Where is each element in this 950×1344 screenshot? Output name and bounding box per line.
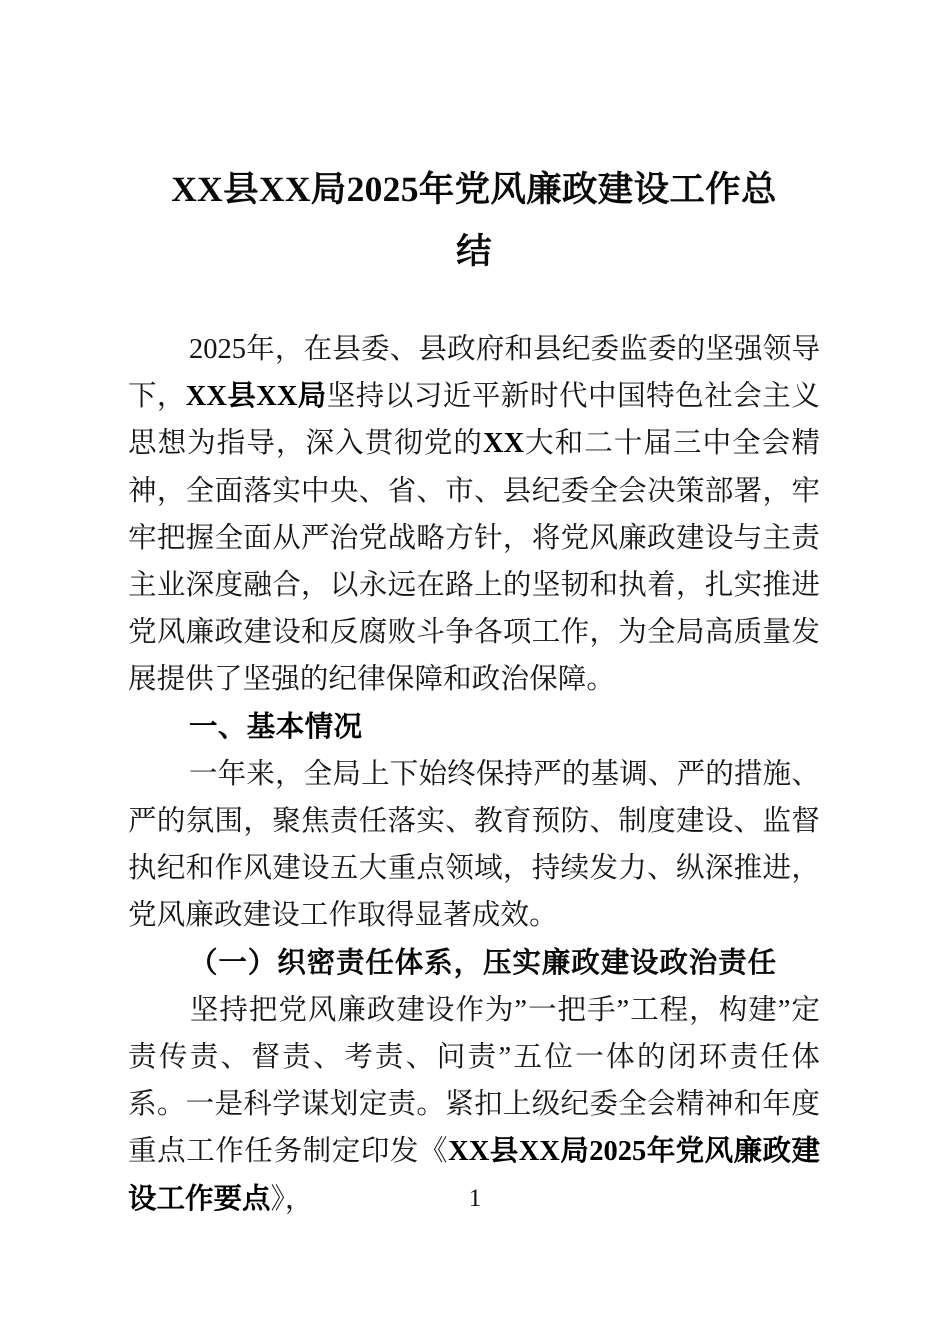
- heading-level-2-responsibility-system: [128, 940, 820, 987]
- page-title-line-1: XX县XX局2025年党风廉政建设工作总: [171, 169, 777, 209]
- paragraph-intro-bold-org-1: XX县XX局: [185, 381, 327, 413]
- paragraph-responsibility-segment-3: 》，: [270, 1183, 314, 1215]
- page-title: [128, 0, 820, 282]
- page-title-line-2: 结: [456, 231, 492, 271]
- heading-level-1-label: 一、基本情况: [189, 710, 363, 743]
- heading-level-2-label: （一）织密责任体系，压实廉政建设政治责任: [189, 947, 778, 979]
- paragraph-responsibility-segment-1: 坚持把党风廉政建设作为”一把手”工程，构建”定责传责、督责、考责、问责”五位一体的闭环责任体系。一是科学谋划定责。紧扣上级纪委全会精神和年度重点工作任务制定印发《: [128, 994, 820, 1168]
- paragraph-basic-situation: [128, 751, 820, 940]
- paragraph-intro-segment-5: 大和二十届三中全会精神，全面落实中央、省、市、县纪委全会决策部署，牢牢把握全面从严治党战略方针，将党风廉政建设与主责主业深度融合，以永远在路上的坚韧和执着，扎实推进党风廉政建设和反腐败斗争各项工作，为全局高质量发展提供了坚强的纪律保障和政治保障。: [128, 428, 820, 696]
- heading-level-1-basic-situation: [128, 704, 820, 751]
- paragraph-intro-segment-1: 2025年，在县委、县政府和县纪委监委的坚强领导下，: [128, 334, 820, 413]
- paragraph-intro-bold-xx: XX: [482, 428, 525, 460]
- paragraph-responsibility-bold-doc-title: XX县XX局2025年党风廉政建设工作要点: [128, 1136, 820, 1215]
- paragraph-intro: [128, 326, 820, 704]
- document-content: [128, 0, 820, 1223]
- paragraph-basic-situation-text: 一年来，全局上下始终保持严的基调、严的措施、严的氛围，聚焦责任落实、教育预防、制度建设、监督执纪和作风建设五大重点领域，持续发力、纵深推进，党风廉政建设工作取得显著成效。: [128, 758, 820, 932]
- page-number-footer: 1: [468, 1185, 482, 1212]
- paragraph-intro-segment-3: 坚持以习近平新时代中国特色社会主义思想为指导，深入贯彻党的: [128, 381, 820, 460]
- title-body-spacer: [128, 282, 820, 326]
